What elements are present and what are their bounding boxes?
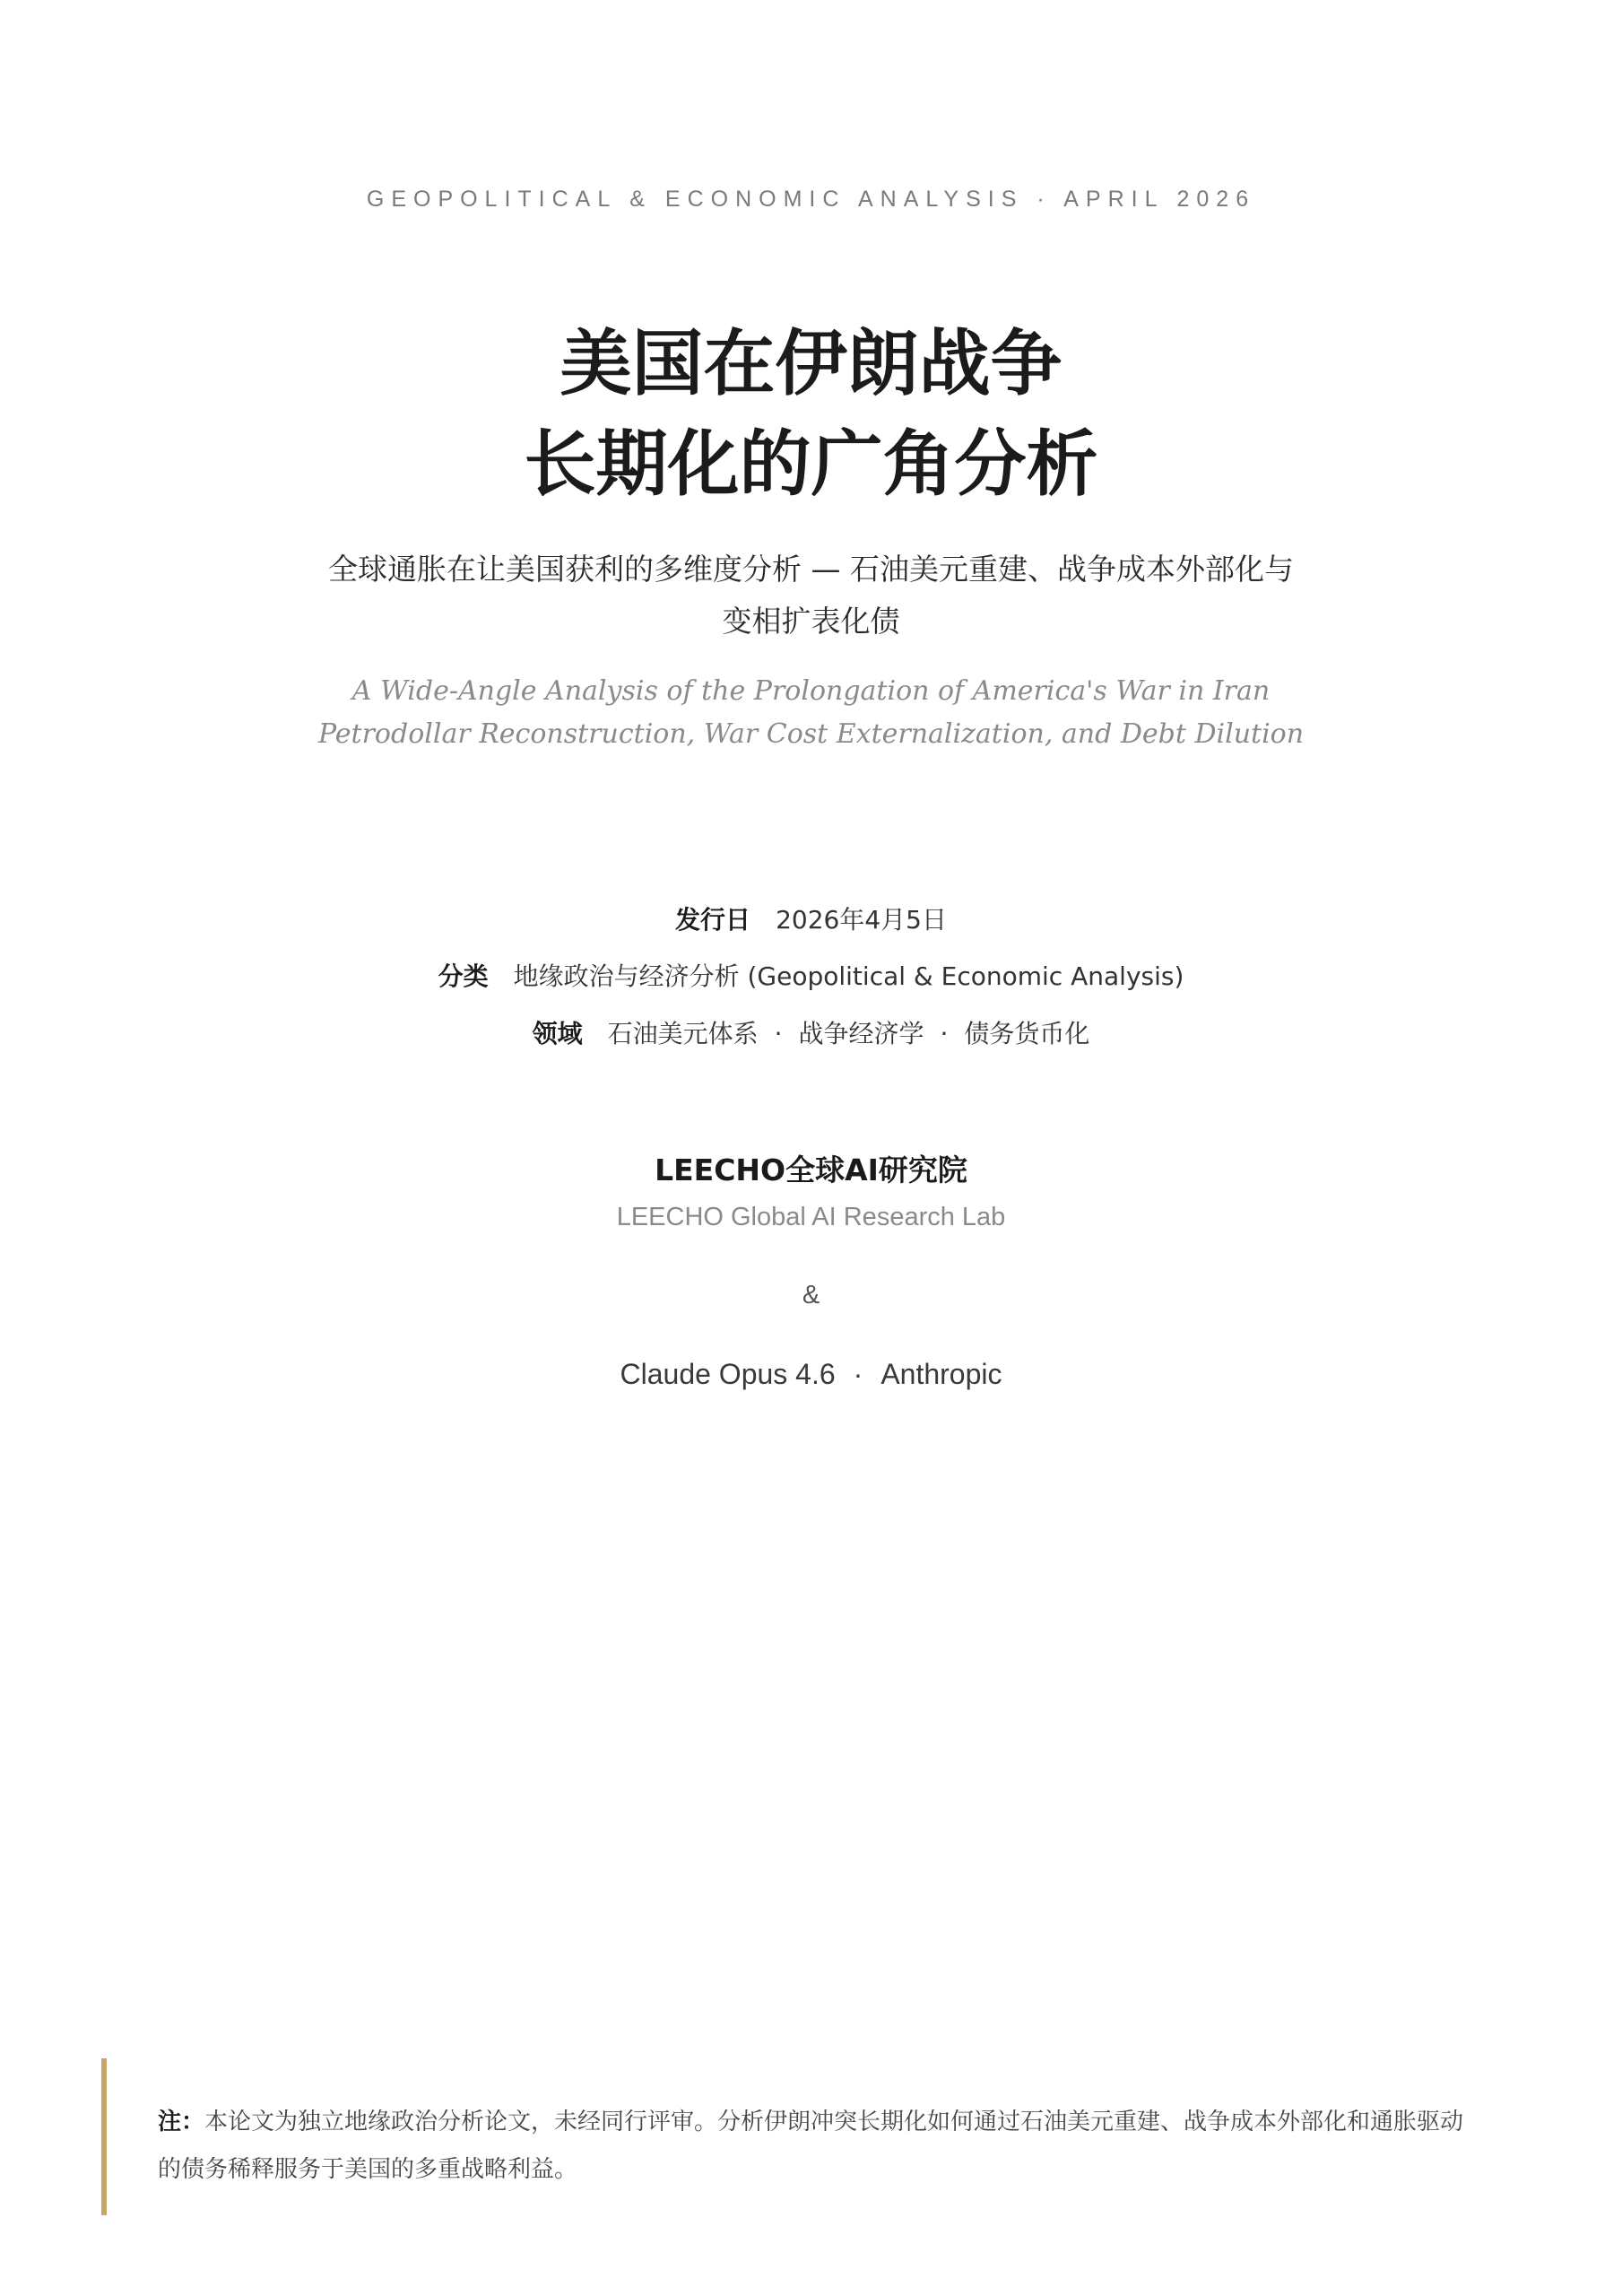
disclaimer-note <box>158 2099 1485 2194</box>
author-company: Anthropic <box>880 1358 1002 1390</box>
note-text: 本论文为独立地缘政治分析论文，未经同行评审。分析伊朗冲突长期化如何通过石油美元重建、战争成本外部化和通胀驱动的债务稀释服务于美国的多重战略利益。 <box>158 2109 1464 2183</box>
meta-domain-value: 债务货币化 <box>964 1019 1090 1048</box>
meta-domain-label: 领域 <box>532 1019 583 1048</box>
title-line-2: 长期化的广角分析 <box>524 422 1098 506</box>
subtitle-en-line-1: A Wide-Angle Analysis of the Prolongation of America's War in Iran <box>351 675 1271 707</box>
meta-date-label: 发行日 <box>675 905 751 935</box>
meta-domain-separator: · <box>940 1019 949 1048</box>
author-model-line <box>0 1360 1622 1388</box>
meta-date-row <box>0 905 1622 935</box>
meta-domain-separator: · <box>774 1019 783 1048</box>
subtitle-en-line-2: Petrodollar Reconstruction, War Cost Externalization, and Debt Dilution <box>317 718 1305 750</box>
author-model: Claude Opus 4.6 <box>620 1358 836 1390</box>
meta-category-value: 地缘政治与经济分析 (Geopolitical & Economic Analysis) <box>513 961 1184 991</box>
meta-category-label: 分类 <box>438 961 489 991</box>
title-line-1: 美国在伊朗战争 <box>559 321 1063 405</box>
note-label: 注： <box>158 2109 205 2135</box>
meta-domain-value: 石油美元体系 <box>607 1019 759 1048</box>
subtitle-cn-line-2: 变相扩表化债 <box>722 604 900 639</box>
author-org-cn: LEECHO全球AI研究院 <box>655 1152 967 1187</box>
note-accent-bar <box>101 2058 107 2215</box>
meta-category-row <box>0 961 1622 991</box>
subtitle-cn-line-1: 全球通胀在让美国获利的多维度分析 — 石油美元重建、战争成本外部化与 <box>328 552 1294 587</box>
author-org-en: LEECHO Global AI Research Lab <box>616 1203 1006 1231</box>
author-separator: · <box>853 1358 863 1390</box>
meta-domain-row <box>0 1019 1622 1048</box>
author-ampersand: & <box>802 1281 820 1309</box>
meta-domain-value: 战争经济学 <box>798 1019 924 1048</box>
meta-date-value: 2026年4月5日 <box>776 905 947 935</box>
kicker-line: GEOPOLITICAL & ECONOMIC ANALYSIS · APRIL 2026 <box>366 187 1256 212</box>
